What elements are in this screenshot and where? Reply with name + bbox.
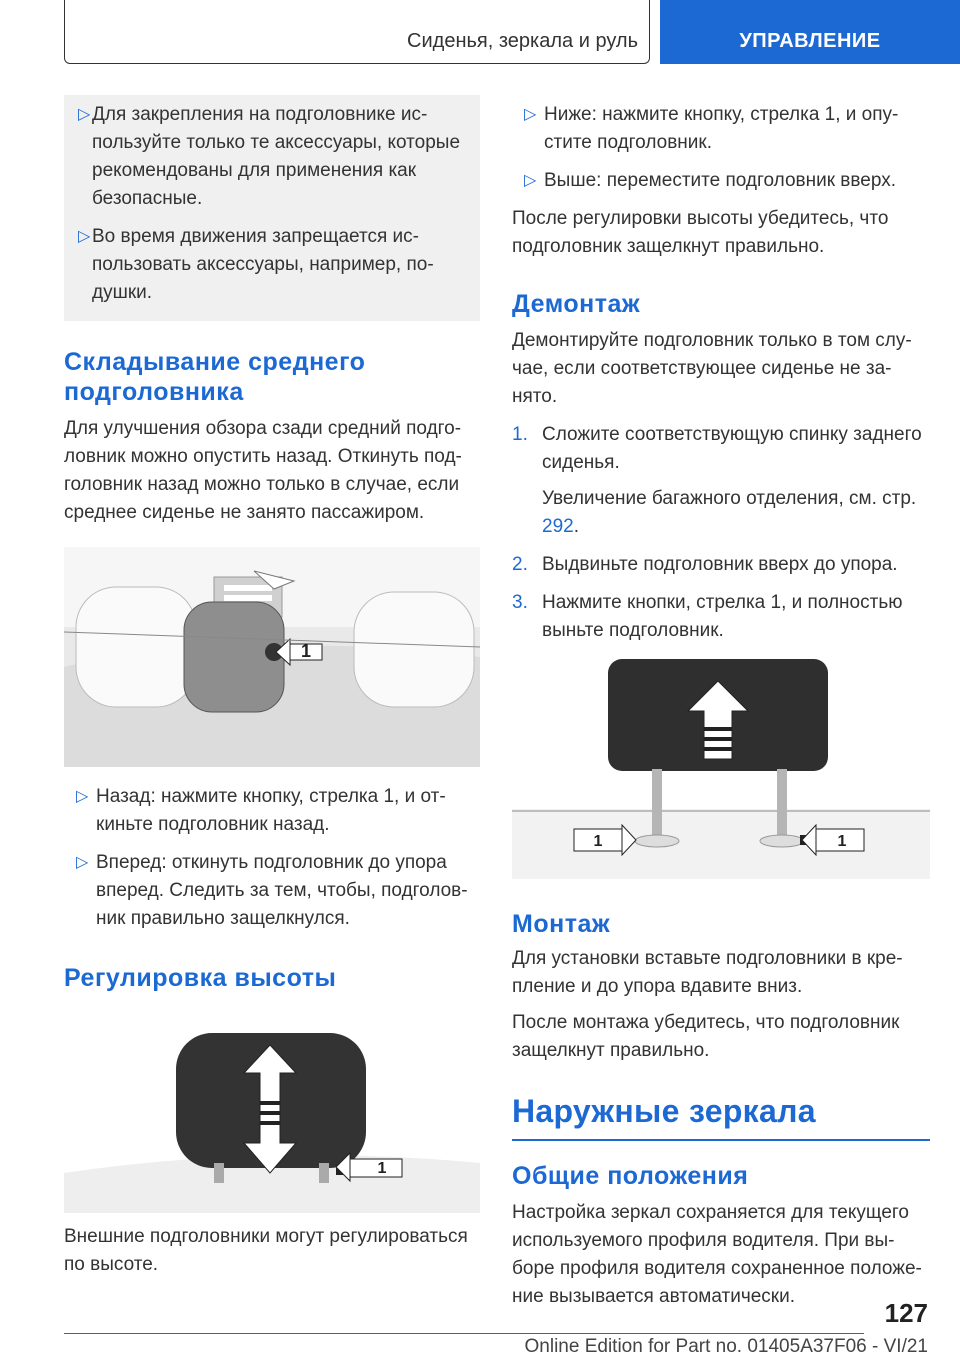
removal-heading: Демонтаж (512, 290, 641, 318)
height-text: Внешние подголовники могут регулироваться по высоте. (64, 1226, 468, 1275)
triangle-bullet-icon: ▷ (524, 172, 537, 189)
height-after-text: После регулировки высоты убедитесь, что подголовник защелкнут правильно. (512, 208, 889, 257)
triangle-bullet-icon: ▷ (524, 106, 537, 123)
right-column (512, 95, 930, 1311)
install-text-2: После монтажа убедитесь, что подголовник защелкнут правильно. (512, 1012, 900, 1061)
footer-divider (64, 1333, 864, 1334)
chapter-tab[interactable]: УПРАВЛЕНИЕ (660, 0, 960, 64)
callout-label: 1 (377, 1160, 387, 1177)
safety-note-box (64, 95, 480, 321)
step-item: 2. Выдвиньте подголовник вверх до упора. (512, 554, 898, 575)
callout-label: 1 (837, 833, 847, 850)
height-heading: Регулировка высоты (64, 964, 337, 992)
fold-heading: Складывание среднего подголовника (64, 348, 366, 406)
headrest-removal-figure (512, 659, 930, 879)
triangle-bullet-icon: ▷ (78, 106, 91, 123)
fold-text: Для улучшения обзора сзади средний подголовник можно опустить назад. Откинуть подголовник назад можно только в случае, если среднее сиденье не занято пассажиром. (64, 418, 462, 523)
list-item: ▷ Вперед: откинуть подголовник до упора вперед. Следить за тем, чтобы, подголовник правильно защелкнулся. (64, 849, 480, 933)
left-column (64, 95, 480, 1279)
step-item: 1. Сложите соответствующую спинку заднего сиденья. Увеличение багажного отделения, см. стр. 292. (512, 424, 922, 537)
general-heading: Общие положения (512, 1162, 749, 1190)
section-title: Сиденья, зеркала и руль (407, 30, 638, 52)
callout-label: 1 (593, 833, 603, 850)
rear-seat-headrest-figure (64, 547, 480, 767)
list-item: ▷ Во время движения запрещается использовать аксессуары, например, подушки. (64, 223, 480, 307)
callout-label: 1 (300, 641, 312, 661)
page-number: 127 (884, 1298, 928, 1328)
general-text: Настройка зеркал сохраняется для текущего используемого профиля водителя. При выборе профиля водителя сохраненное положение вызывается автоматически. (512, 1202, 922, 1307)
headrest-height-figure (64, 1013, 480, 1213)
install-heading: Монтаж (512, 910, 611, 938)
triangle-bullet-icon: ▷ (76, 854, 89, 871)
triangle-bullet-icon: ▷ (78, 228, 91, 245)
install-text-1: Для установки вставьте подголовники в крепление и до упора вдавите вниз. (512, 948, 903, 997)
list-item: ▷ Выше: переместите подголовник вверх. (512, 167, 930, 195)
list-item: ▷ Для закрепления на подголовнике используйте только те аксессуары, которые рекомендованы для применения как безопасные. (64, 101, 480, 213)
mirrors-heading: Наружные зеркала (512, 1091, 930, 1141)
edition-footer: Online Edition for Part no. 01405A37F06 - VI/21 (524, 1336, 928, 1357)
triangle-bullet-icon: ▷ (76, 788, 89, 805)
list-item: ▷ Ниже: нажмите кнопку, стрелка 1, и опустите подголовник. (512, 101, 930, 157)
page-link[interactable]: 292 (542, 516, 574, 537)
list-item: ▷ Назад: нажмите кнопку, стрелка 1, и откиньте подголовник назад. (64, 783, 480, 839)
removal-text: Демонтируйте подголовник только в том случае, если соответствующее сиденье не занято. (512, 330, 912, 407)
step-item: 3. Нажмите кнопки, стрелка 1, и полностью выньте подголовник. (512, 592, 903, 641)
